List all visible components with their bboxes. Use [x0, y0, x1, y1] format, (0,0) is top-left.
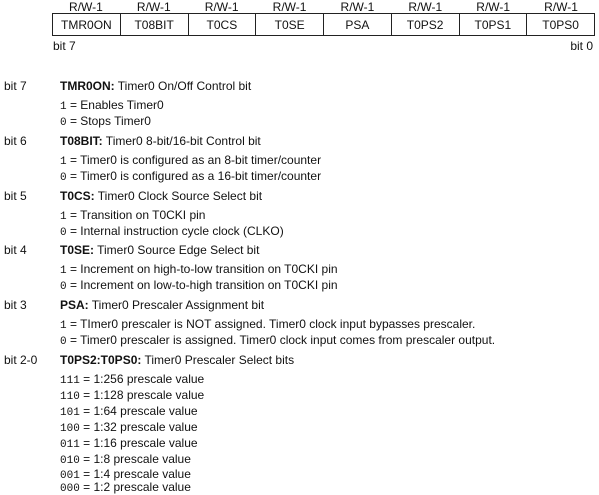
bit-label: bit 7 [4, 79, 27, 93]
bit-name: T08BIT: [60, 134, 103, 148]
access-label: R/W-1 [69, 0, 103, 14]
option-text: = Increment on high-to-low transition on T0CKI pin [66, 262, 338, 276]
option-text: = 1:64 prescale value [79, 404, 198, 418]
option-code: 1 [60, 101, 67, 113]
option-code: 010 [60, 455, 80, 467]
option-code: 1 [60, 265, 67, 277]
bit-option [60, 114, 151, 129]
bit-title: Timer0 8-bit/16-bit Control bit [102, 134, 261, 148]
bit-option [60, 333, 495, 348]
bit-label: bit 5 [4, 189, 27, 203]
access-label: R/W-1 [544, 0, 578, 14]
access-row [52, 0, 595, 14]
option-text: = 1:256 prescale value [79, 372, 205, 386]
option-text: = Transition on T0CKI pin [66, 208, 206, 222]
bit-name: T0CS: [60, 189, 95, 203]
bit-option [60, 480, 191, 495]
bit-title: Timer0 On/Off Control bit [114, 79, 252, 93]
option-code: 101 [60, 407, 80, 419]
bit-heading [60, 134, 261, 148]
access-label: R/W-1 [340, 0, 375, 14]
bit-name: PSA: [60, 298, 89, 312]
bit-title: Timer0 Prescaler Assignment bit [88, 298, 265, 312]
option-code: 111 [60, 375, 80, 387]
option-text: = Enables Timer0 [66, 98, 164, 112]
register-cell-t08bit: T08BIT [121, 14, 189, 35]
option-code: 0 [60, 117, 67, 129]
bit-option [60, 262, 338, 277]
access-label: R/W-1 [272, 0, 307, 14]
register-cell-t0ps1: T0PS1 [460, 14, 528, 35]
option-text: = Internal instruction cycle clock (CLKO) [66, 224, 284, 238]
bit-name: T0PS2:T0PS0: [60, 353, 142, 367]
option-code: 000 [60, 483, 80, 495]
option-code: 0 [60, 227, 67, 239]
option-text: = Increment on low-to-high transition on T0CKI pin [66, 278, 338, 292]
option-code: 0 [60, 336, 67, 348]
access-label: R/W-1 [136, 0, 171, 14]
option-text: = 1:32 prescale value [79, 420, 198, 434]
option-code: 100 [60, 423, 80, 435]
option-text: = Timer0 is configured as a 16-bit timer/counter [66, 169, 322, 183]
bit-option [60, 404, 198, 419]
option-code: 011 [60, 439, 80, 451]
option-text: = 1:2 prescale value [79, 480, 191, 494]
bit-option [60, 372, 204, 387]
option-text: = 1:16 prescale value [79, 436, 198, 450]
option-text: = 1:4 prescale value [79, 467, 191, 481]
bit-option [60, 224, 284, 239]
bit-heading [60, 189, 262, 203]
bit-heading [60, 79, 251, 93]
register-cell-t0cs: T0CS [189, 14, 257, 35]
bit-label: bit 6 [4, 134, 27, 148]
register-cell-t0ps0: T0PS0 [542, 17, 579, 32]
option-text: = Stops Timer0 [66, 114, 151, 128]
register-cell-t0se: T0SE [256, 14, 324, 35]
bit-option [60, 208, 205, 223]
option-text: = TImer0 prescaler is NOT assigned. Timer0 clock input bypasses prescaler. [66, 317, 476, 331]
bit-name: T0SE: [60, 243, 95, 257]
bit-title: Timer0 Prescaler Select bits [141, 353, 295, 367]
bit-option [60, 169, 321, 184]
right-bit-label: bit 0 [570, 39, 593, 53]
bit-name: TMR0ON: [60, 79, 115, 93]
register-cell-psa: PSA [324, 14, 392, 35]
bit-option [60, 98, 164, 113]
register-cell-tmr0on: TMR0ON [53, 14, 121, 35]
option-text: = 1:8 prescale value [79, 452, 191, 466]
bit-option [60, 436, 198, 451]
access-label: R/W-1 [204, 0, 239, 14]
register-cells [52, 13, 595, 36]
option-text: = Timer0 is configured as an 8-bit timer/counter [66, 153, 322, 167]
bit-label: bit 2-0 [4, 353, 38, 367]
option-code: 001 [60, 470, 80, 482]
bit-heading [60, 353, 294, 367]
bit-title: Timer0 Clock Source Select bit [94, 189, 263, 203]
access-label: R/W-1 [408, 0, 443, 14]
bit-option [60, 388, 204, 403]
register-cell-t0ps2: T0PS2 [392, 14, 460, 35]
option-text: = 1:128 prescale value [79, 388, 205, 402]
bit-label: bit 4 [4, 243, 27, 257]
bit-option [60, 317, 475, 332]
bit-heading [60, 243, 259, 257]
bit-option [60, 452, 191, 467]
option-code: 110 [60, 391, 80, 403]
bit-label: bit 3 [4, 298, 27, 312]
access-label: R/W-1 [476, 0, 511, 14]
left-bit-label: bit 7 [53, 39, 76, 53]
bit-heading [60, 298, 264, 312]
bit-option [60, 153, 321, 168]
option-text: = Timer0 prescaler is assigned. Timer0 clock input comes from prescaler output. [66, 333, 496, 347]
option-code: 1 [60, 320, 67, 332]
option-code: 0 [60, 172, 67, 184]
option-code: 1 [60, 211, 67, 223]
option-code: 0 [60, 281, 67, 293]
option-code: 1 [60, 156, 67, 168]
bit-option [60, 420, 198, 435]
bit-option [60, 278, 338, 293]
bit-title: Timer0 Source Edge Select bit [94, 243, 260, 257]
